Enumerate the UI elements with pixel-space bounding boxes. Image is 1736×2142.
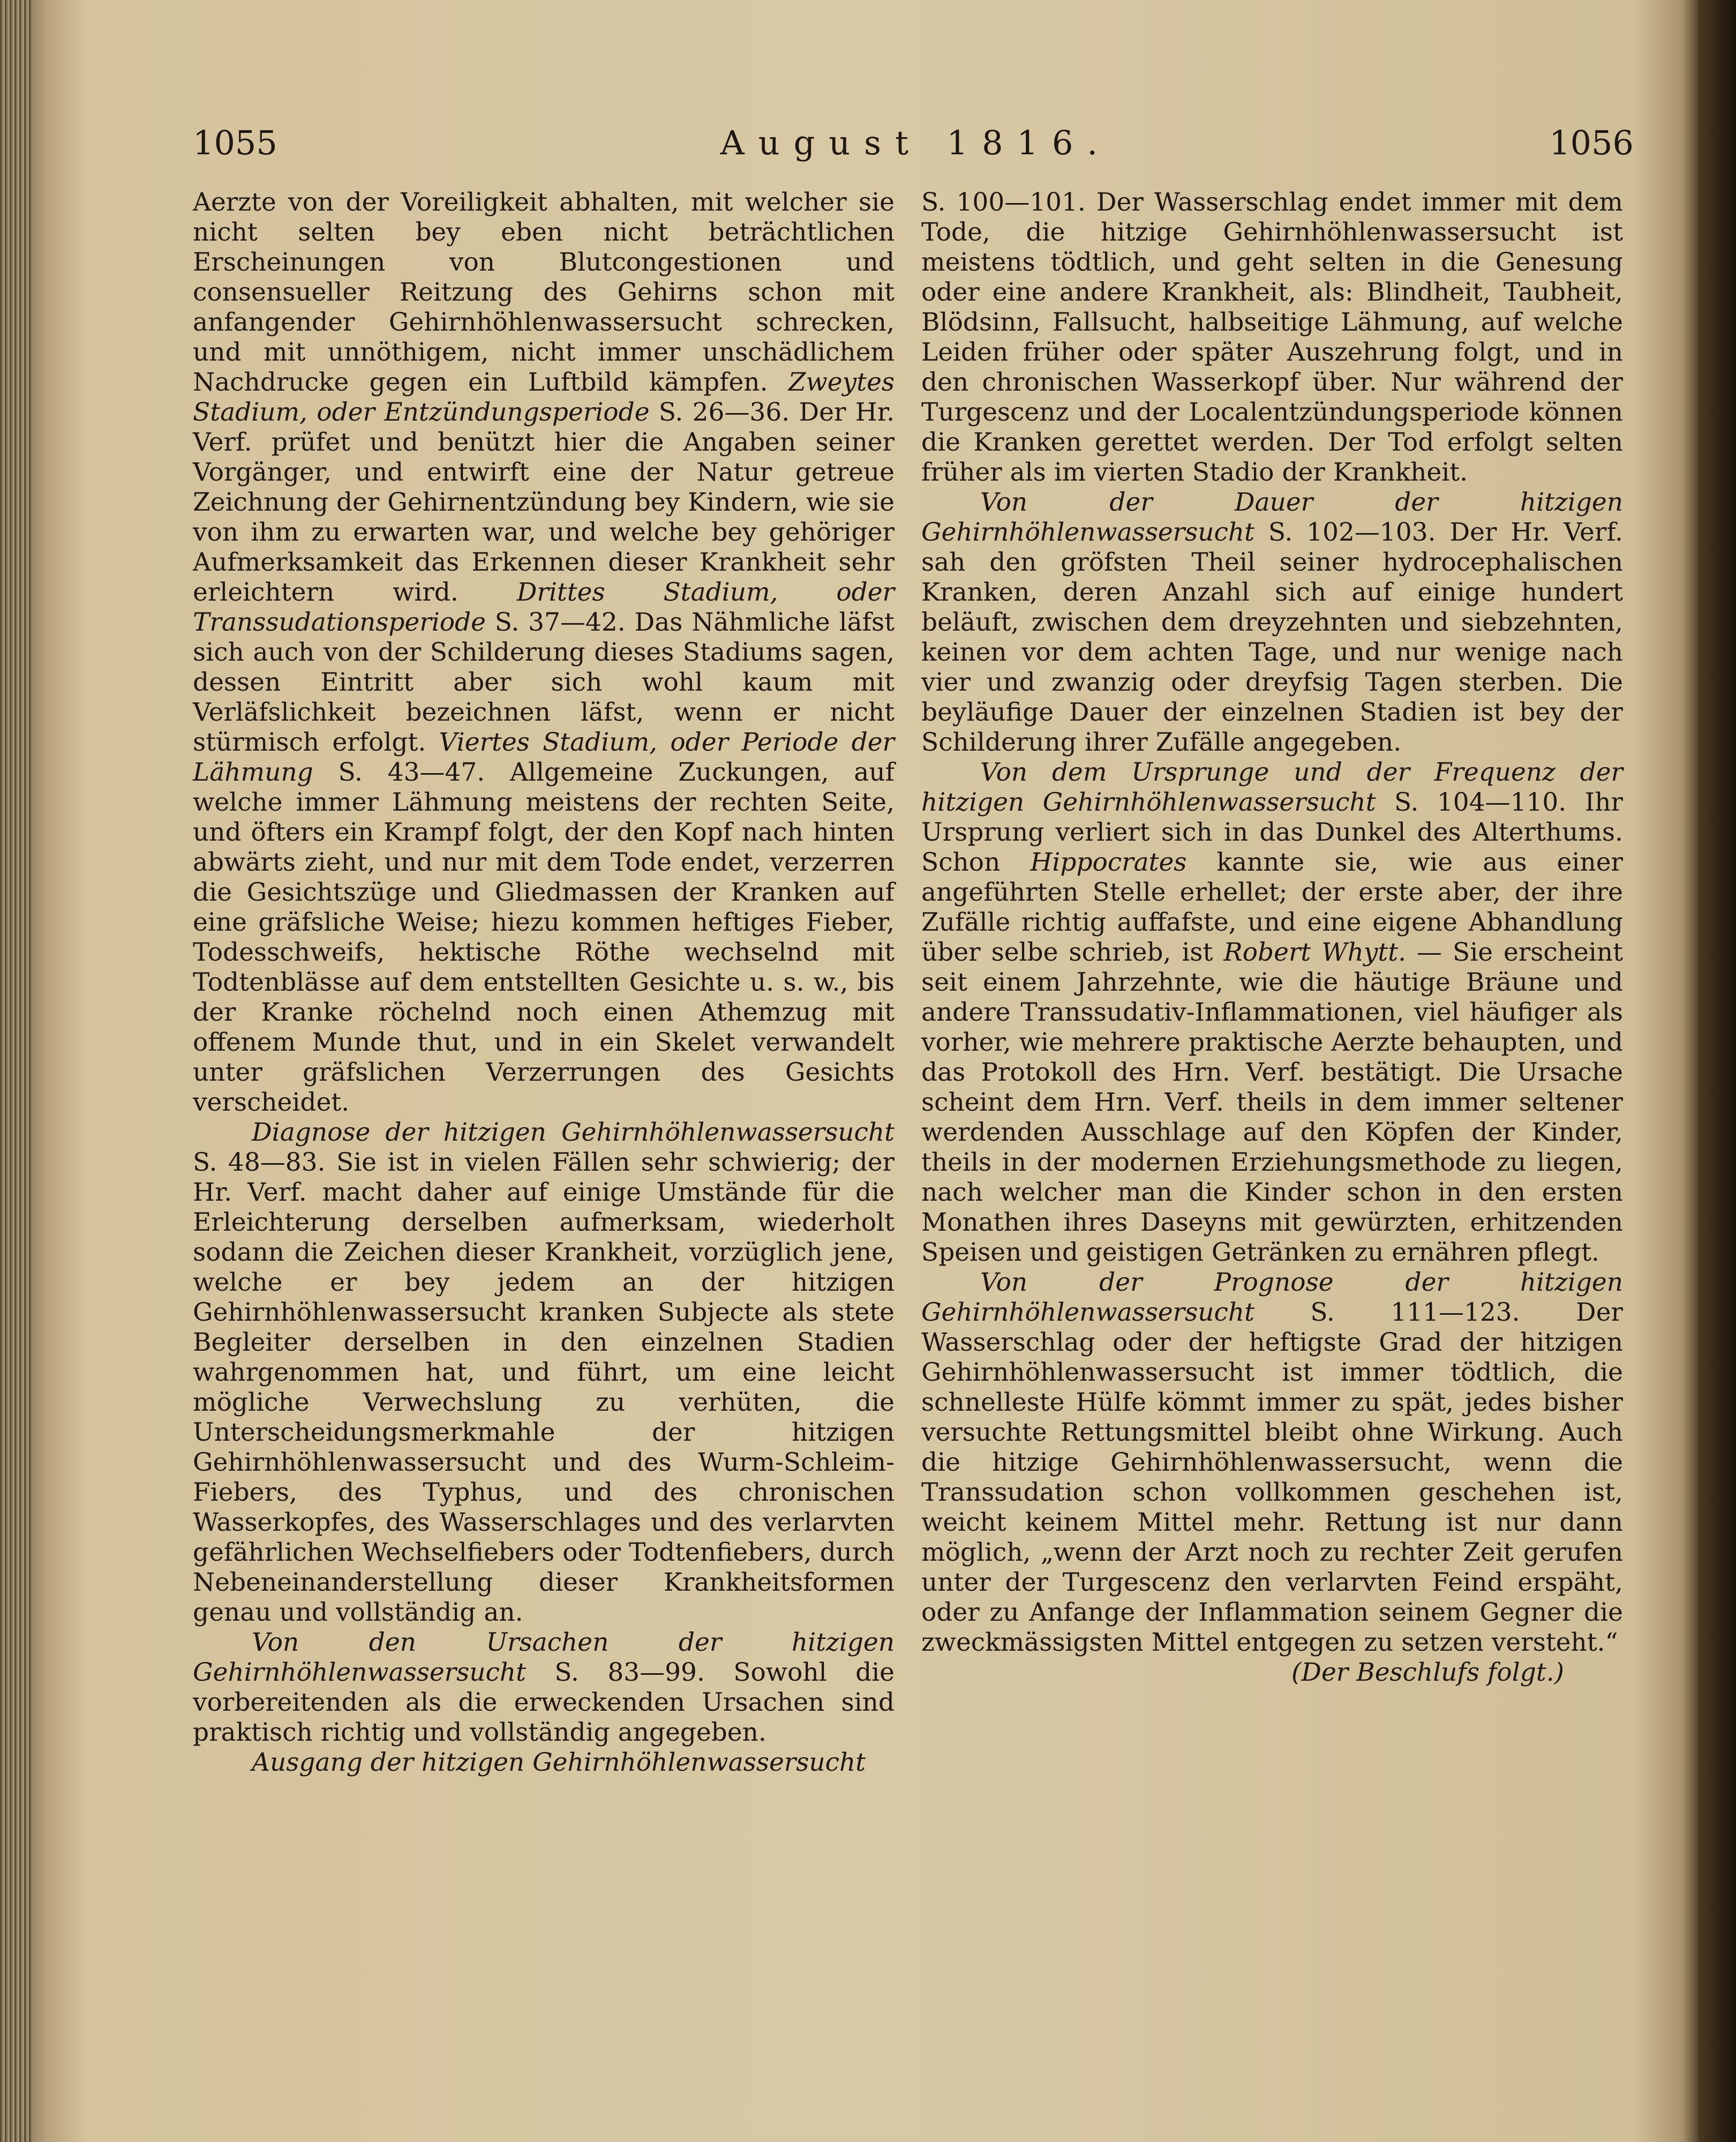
section-title: Von der Prognose der hitzigen Gehirnhöhlenwassersucht xyxy=(921,1268,1623,1327)
left-column xyxy=(193,188,895,1778)
book-page-edges xyxy=(0,0,32,2142)
section-title: Diagnose der hitzigen Gehirnhöhlenwassersucht xyxy=(252,1118,895,1147)
paragraph-ursprung: Von dem Ursprunge und der Frequenz der hitzigen Gehirnhöhlenwassersucht S. 104—110. Ihr Ursprung verliert sich in das Dunkel des Alterthums. Schon Hippocrates kannte sie, wie aus einer angeführten Stelle erhellet; der erste aber, der ihre Zufälle richtig auffafste, und eine eigene Abhandlung über selbe schrieb, ist Robert Whytt. — Sie erscheint seit einem Jahrzehnte, wie die häutige Bräune und andere Transsudativ-Inflammationen, viel häufiger als vorher, wie mehrere praktische Aerzte behaupten, und das Protokoll des Hrn. Verf. bestätigt. Die Ursache scheint dem Hrn. Verf. theils in dem immer seltener werdenden Ausschlage auf den Köpfen der Kinder, theils in der modernen Erziehungsmethode zu liegen, nach welcher man die Kinder schon in den ersten Monathen ihres Daseyns mit gewürzten, erhitzenden Speisen und geistigen Getränken zu ernähren pflegt. xyxy=(921,758,1624,1267)
page-header xyxy=(193,123,1639,171)
paragraph-diagnose: Diagnose der hitzigen Gehirnhöhlenwassersucht S. 48—83. Sie ist in vielen Fällen sehr schwierig; der Hr. Verf. macht daher auf einige Umstände für die Erleichterung derselben aufmerksam, wiederholt sodann die Zeichen dieser Krankheit, vorzüglich jene, welche er bey jedem an der hitzigen Gehirnhöhlenwassersucht kranken Subjecte als stete Begleiter derselben in den einzelnen Stadien wahrgenommen hat, und führt, um eine leicht mögliche Verwechslung zu verhüten, die Unterscheidungsmerkmahle der hitzigen Gehirnhöhlenwassersucht und des Wurm-Schleim-Fiebers, des Typhus, und des chronischen Wasserkopfes, des Wasserschlages und des verlarvten gefährlichen Wechselfiebers oder Todtenfiebers, durch Nebeneinanderstellung dieser Krankheitsformen genau und vollständig an. xyxy=(193,1118,895,1627)
paragraph-dauer: Von der Dauer der hitzigen Gehirnhöhlenwassersucht S. 102—103. Der Hr. Verf. sah den gröfsten Theil seiner hydrocephalischen Kranken, deren Anzahl sich auf einige hundert beläuft, zwischen dem dreyzehnten und siebzehnten, keinen vor dem achten Tage, und nur wenige nach vier und zwanzig oder dreyfsig Tagen sterben. Die beyläufige Dauer der einzelnen Stadien ist bey der Schilderung ihrer Zufälle angegeben. xyxy=(921,488,1623,757)
section-title: Von den Ursachen der hitzigen Gehirnhöhlenwassersucht xyxy=(193,1628,895,1687)
page-number-right: 1056 xyxy=(1549,123,1634,162)
book-gutter-shadow xyxy=(1699,0,1736,2142)
section-title: Von der Dauer der hitzigen Gehirnhöhlenwassersucht xyxy=(921,488,1623,547)
paragraph-ausgang-title xyxy=(193,1748,895,1778)
paragraph-ausgang: S. 100—101. Der Wasserschlag endet immer mit dem Tode, die hitzige Gehirnhöhlenwassersucht ist meistens tödtlich, und geht selten in die Genesung oder eine andere Krankheit, als: Blindheit, Taubheit, Blödsinn, Fallsucht, halbseitige Lähmung, auf welche Leiden früher oder später Auszehrung folgt, und in den chronischen Wasserkopf über. Nur während der Turgescenz und der Localentzündungsperiode können die Kranken gerettet werden. Der Tod erfolgt selten früher als im vierten Stadio der Krankheit. xyxy=(921,188,1623,487)
paragraph-stages: Aerzte von der Voreiligkeit abhalten, mit welcher sie nicht selten bey eben nicht beträchtlichen Erscheinungen von Blutcongestionen und consensueller Reitzung des Gehirns schon mit anfangender Gehirnhöhlenwassersucht schrecken, und mit unnöthigem, nicht immer unschädlichem Nachdrucke gegen ein Luftbild kämpfen. Zweytes Stadium, oder Entzündungsperiode S. 26—36. Der Hr. Verf. prüfet und benützt hier die Angaben seiner Vorgänger, und entwirft eine der Natur getreue Zeichnung der Gehirnentzündung bey Kindern, wie sie von ihm zu erwarten war, und welche bey gehöriger Aufmerksamkeit das Erkennen dieser Krankheit sehr erleichtern wird. Drittes Stadium, oder Transsudationsperiode S. 37—42. Das Nähmliche läfst sich auch von der Schilderung dieses Stadiums sagen, dessen Eintritt aber sich wohl kaum mit Verläfslichkeit bezeichnen läfst, wenn er nicht stürmisch erfolgt. Viertes Stadium, oder Periode der Lähmung S. 43—47. Allgemeine Zuckungen, auf welche immer Lähmung meistens der rechten Seite, und öfters ein Krampf folgt, der den Kopf nach hinten abwärts zieht, und nur mit dem Tode endet, verzerren die Gesichtszüge und Gliedmassen der Kranken auf eine gräfsliche Weise; hiezu kommen heftiges Fieber, Todesschweifs, hektische Röthe wechselnd mit Todtenblässe auf dem entstellten Gesichte u. s. w., bis der Kranke röchelnd noch einen Athemzug mit offenem Munde thut, und in ein Skelet verwandelt unter gräfslichen Verzerrungen des Gesichts verscheidet. xyxy=(193,188,895,1117)
paragraph-prognose: Von der Prognose der hitzigen Gehirnhöhlenwassersucht S. 111—123. Der Wasserschlag oder der heftigste Grad der hitzigen Gehirnhöhlenwassersucht ist immer tödtlich, die schnelleste Hülfe kömmt immer zu spät, jedes bisher versuchte Rettungsmittel bleibt ohne Wirkung. Auch die hitzige Gehirnhöhlenwassersucht, wenn die Transsudation schon vollkommen geschehen ist, weicht keinem Mittel mehr. Rettung ist nur dann möglich, „wenn der Arzt noch zu rechter Zeit gerufen unter der Turgescenz den verlarvten Feind erspäht, oder zu Anfange der Inflammation seinem Gegner die zweckmässigsten Mittel entgegen zu setzen versteht.“ xyxy=(921,1268,1623,1657)
section-title: Ausgang der hitzigen Gehirnhöhlenwassersucht xyxy=(252,1748,866,1777)
section-title: Von dem Ursprunge und der Frequenz der hitzigen Gehirnhöhlenwassersucht xyxy=(921,758,1623,817)
closing-note: (Der Beschlufs folgt.) xyxy=(1291,1658,1564,1687)
running-title: August 1816. xyxy=(720,123,1112,162)
page-number-left: 1055 xyxy=(193,123,277,162)
right-column xyxy=(921,188,1623,1688)
paragraph-ursachen: Von den Ursachen der hitzigen Gehirnhöhlenwassersucht S. 83—99. Sowohl die vorbereitenden als die erweckenden Ursachen sind praktisch richtig und vollständig angegeben. xyxy=(193,1628,895,1747)
